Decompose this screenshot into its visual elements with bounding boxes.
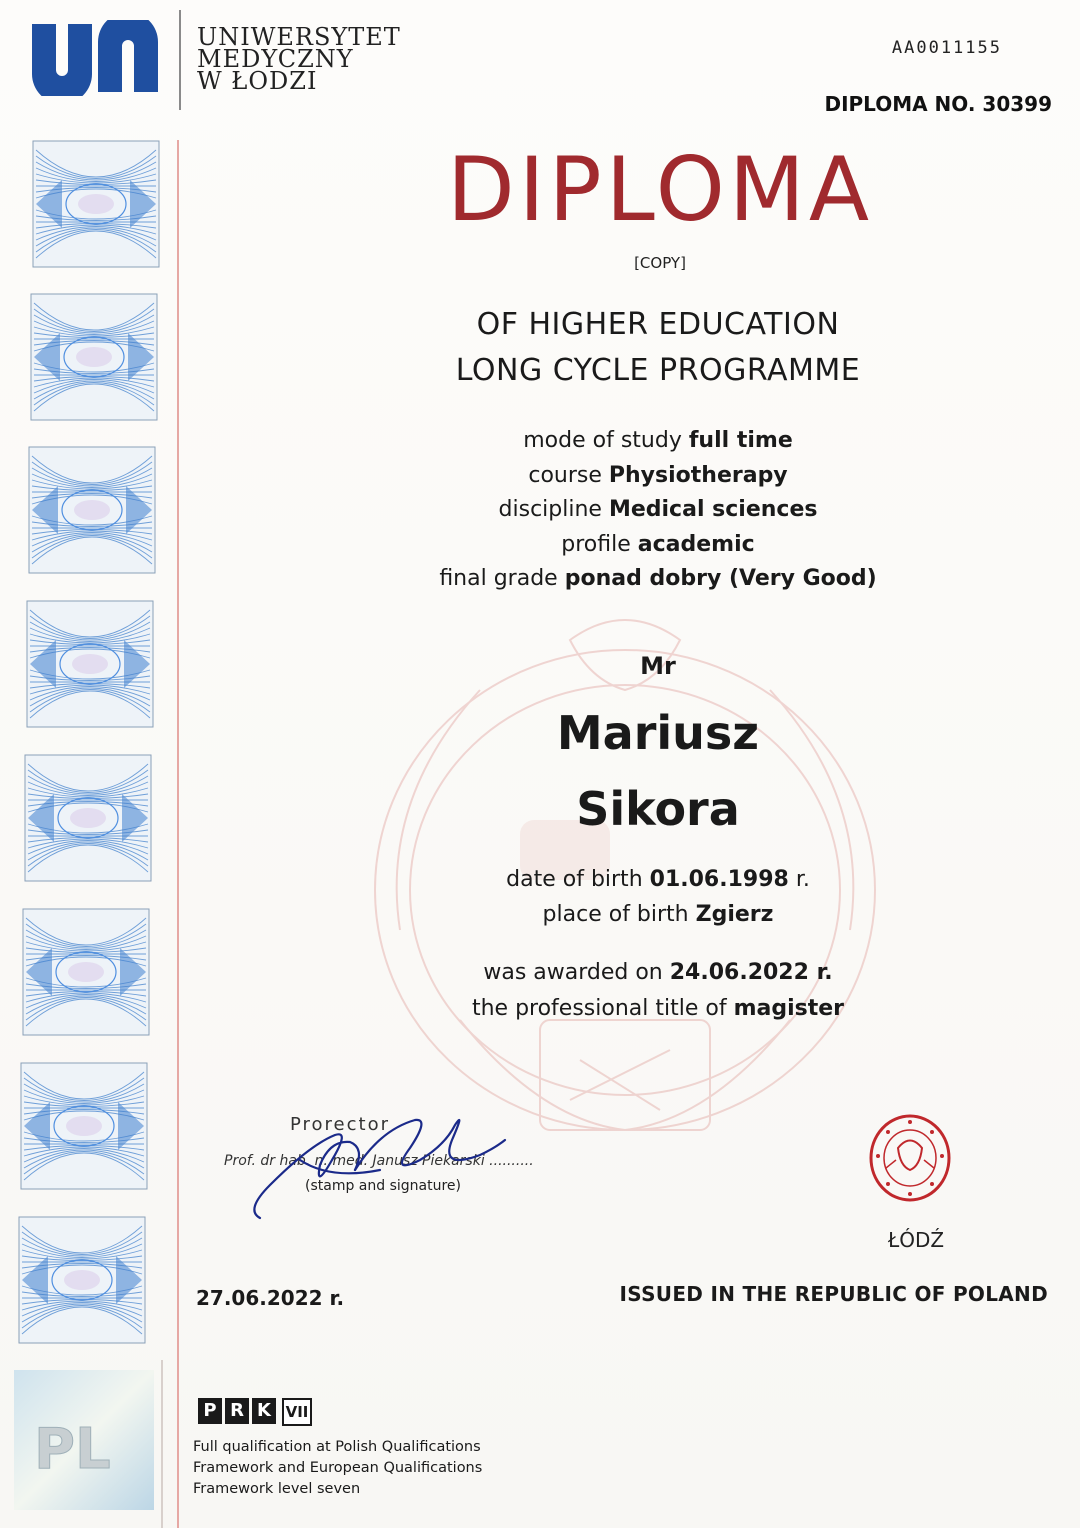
logo-divider: [179, 10, 181, 110]
security-pattern-tile: [28, 446, 156, 574]
prk-letter-p: P: [198, 1398, 222, 1424]
university-seal-stamp: [868, 1108, 952, 1202]
study-details: [400, 424, 916, 597]
award-date-line: was awarded on 24.06.2022 r.: [483, 960, 833, 985]
university-name: [197, 23, 401, 95]
subtitle-line-1: OF HIGHER EDUCATION: [476, 307, 840, 342]
issued-in-statement: ISSUED IN THE REPUBLIC OF POLAND: [619, 1282, 1048, 1306]
serial-number: AA0011155: [891, 38, 1002, 58]
margin-rule-lower: [161, 1360, 163, 1528]
margin-rule: [177, 140, 179, 1528]
date-of-birth: date of birth 01.06.1998 r.: [506, 867, 810, 892]
subtitle-line-2: LONG CYCLE PROGRAMME: [455, 353, 861, 388]
programme-subtitle: [400, 302, 916, 394]
seal-city: ŁÓDŹ: [888, 1228, 945, 1252]
prk-desc-line-1: Full qualification at Polish Qualifications: [193, 1439, 481, 1455]
pl-security-hologram: [14, 1370, 154, 1510]
detail-discipline: discipline Medical sciences: [498, 497, 818, 522]
birth-details: [420, 862, 896, 932]
security-pattern-tile: [22, 908, 150, 1036]
recipient-first-name: Mariusz: [556, 706, 760, 760]
detail-profile: profile academic: [561, 531, 755, 557]
university-name-line-2: MEDYCZNY: [197, 45, 354, 73]
qualification-framework-description: [193, 1437, 482, 1500]
recipient-name: [460, 695, 856, 847]
signatory-name: Prof. dr hab. n. med. Janusz Piekarski ..........: [224, 1153, 534, 1169]
security-pattern-tile: [26, 600, 154, 728]
document-title: DIPLOMA: [446, 138, 874, 241]
stamp-signature-note: (stamp and signature): [305, 1178, 461, 1194]
place-of-birth: place of birth Zgierz: [542, 902, 774, 927]
prk-desc-line-3: Framework level seven: [193, 1481, 361, 1497]
prk-desc-line-2: Framework and European Qualifications: [193, 1460, 483, 1476]
security-pattern-tile: [18, 1216, 146, 1344]
award-title-line: the professional title of magister: [471, 996, 845, 1021]
detail-mode-of-study: mode of study full time: [523, 428, 793, 453]
recipient-last-name: Sikora: [576, 782, 740, 836]
university-logo-icon: [28, 20, 164, 96]
security-pattern-tile: [24, 754, 152, 882]
prk-level-badge: [198, 1398, 312, 1426]
prk-letter-r: R: [225, 1398, 249, 1424]
prk-level: VII: [282, 1398, 312, 1426]
university-name-line-3: W ŁODZI: [197, 67, 318, 95]
issue-date: 27.06.2022 r.: [196, 1286, 345, 1310]
copy-label: [COPY]: [634, 254, 686, 272]
diploma-number: DIPLOMA NO. 30399: [824, 92, 1052, 116]
university-name-line-1: UNIWERSYTET: [197, 23, 401, 51]
pl-mark-text: PL: [34, 1417, 111, 1482]
detail-final-grade: final grade ponad dobry (Very Good): [439, 566, 877, 591]
security-pattern-tile: [32, 140, 160, 268]
award-statement: [420, 955, 896, 1027]
security-pattern-tile: [20, 1062, 148, 1190]
detail-course: course Physiotherapy: [528, 462, 788, 488]
security-pattern-tile: [30, 293, 158, 421]
signatory-title: Prorector: [290, 1114, 391, 1135]
recipient-honorific: Mr: [640, 652, 676, 680]
prk-letter-k: K: [252, 1398, 276, 1424]
handwritten-signature: [240, 1100, 510, 1225]
